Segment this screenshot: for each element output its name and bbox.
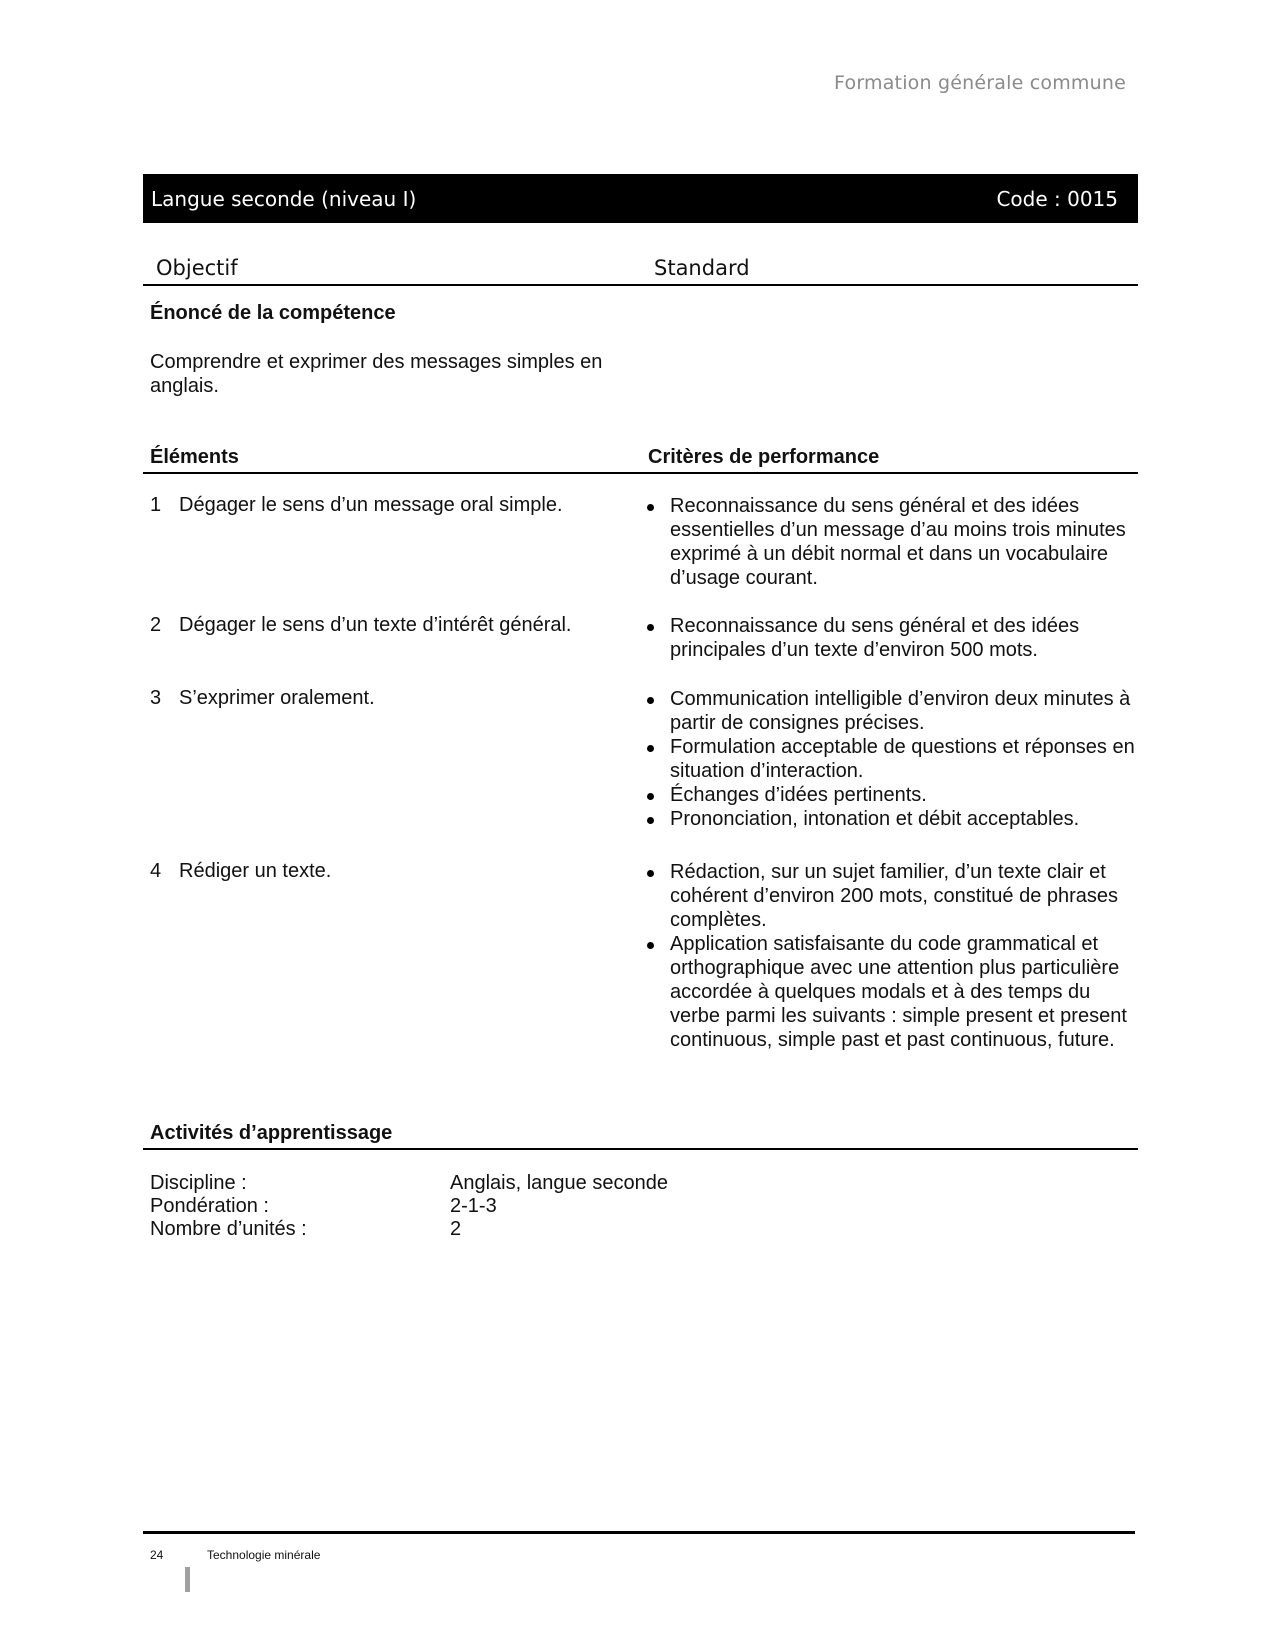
element-text: Rédiger un texte. — [179, 860, 332, 882]
info-value: 2-1-3 — [450, 1195, 497, 1217]
element-number: 3 — [150, 687, 162, 709]
footer-rule — [143, 1531, 1135, 1534]
criterion-item: Reconnaissance du sens général et des idées principales d’un texte d’environ 500 mots. — [645, 614, 1135, 662]
course-code: Code : 0015 — [996, 186, 1118, 211]
info-row — [150, 1195, 668, 1218]
page-number: 24 — [150, 1548, 164, 1562]
criteria-list — [645, 614, 1135, 662]
activites-heading: Activités d’apprentissage — [150, 1122, 393, 1144]
competence-text: Comprendre et exprimer des messages simples en anglais. — [150, 351, 603, 397]
course-title-bar — [143, 174, 1138, 223]
criteria-list — [645, 494, 1135, 590]
objectif-standard-header — [143, 252, 1138, 286]
element-text: Dégager le sens d’un texte d’intérêt général. — [179, 614, 572, 636]
element-row — [150, 613, 620, 637]
info-key: Nombre d’unités : — [150, 1218, 307, 1240]
competence-label: Énoncé de la compétence — [150, 302, 396, 324]
course-info — [150, 1172, 668, 1241]
elements-heading: Éléments — [150, 446, 239, 468]
standard-heading: Standard — [654, 256, 750, 280]
criterion-item: Communication intelligible d’environ deux minutes à partir de consignes précises. — [645, 687, 1135, 735]
criterion-item: Rédaction, sur un sujet familier, d’un texte clair et cohérent d’environ 200 mots, constitué de phrases complètes. — [645, 860, 1135, 932]
criteria-list — [645, 860, 1135, 1052]
element-number: 4 — [150, 860, 162, 882]
info-value: Anglais, langue seconde — [450, 1172, 668, 1194]
footer-title: Technologie minérale — [207, 1548, 321, 1562]
element-row — [150, 493, 620, 517]
element-text: S’exprimer oralement. — [179, 687, 375, 709]
activites-header — [143, 1118, 1138, 1150]
elements-criteria-header — [143, 442, 1138, 474]
criteria-heading: Critères de performance — [648, 446, 880, 468]
criterion-item: Formulation acceptable de questions et réponses en situation d’interaction. — [645, 735, 1135, 783]
criteria-list — [645, 687, 1135, 831]
info-row — [150, 1172, 668, 1195]
element-row — [150, 859, 620, 883]
element-number: 2 — [150, 614, 162, 636]
element-number: 1 — [150, 494, 162, 516]
criterion-item: Prononciation, intonation et débit acceptables. — [645, 807, 1135, 831]
objectif-heading: Objectif — [156, 256, 238, 280]
info-value: 2 — [450, 1218, 462, 1240]
criterion-item: Reconnaissance du sens général et des idées essentielles d’un message d’au moins trois minutes exprimé à un débit normal et dans un vocabulaire d’usage courant. — [645, 494, 1135, 590]
footer-mark — [185, 1567, 190, 1592]
course-title: Langue seconde (niveau I) — [151, 186, 417, 211]
criterion-item: Application satisfaisante du code grammatical et orthographique avec une attention plus particulière accordée à quelques modals et à des temps du verbe parmi les suivants : simple present et present continuous, simple past et past continuous, future. — [645, 932, 1135, 1052]
info-row — [150, 1218, 668, 1241]
criterion-item: Échanges d’idées pertinents. — [645, 783, 1135, 807]
info-key: Pondération : — [150, 1195, 269, 1217]
running-header: Formation générale commune — [834, 72, 1126, 94]
element-row — [150, 686, 620, 710]
element-text: Dégager le sens d’un message oral simple. — [179, 494, 563, 516]
info-key: Discipline : — [150, 1172, 247, 1194]
